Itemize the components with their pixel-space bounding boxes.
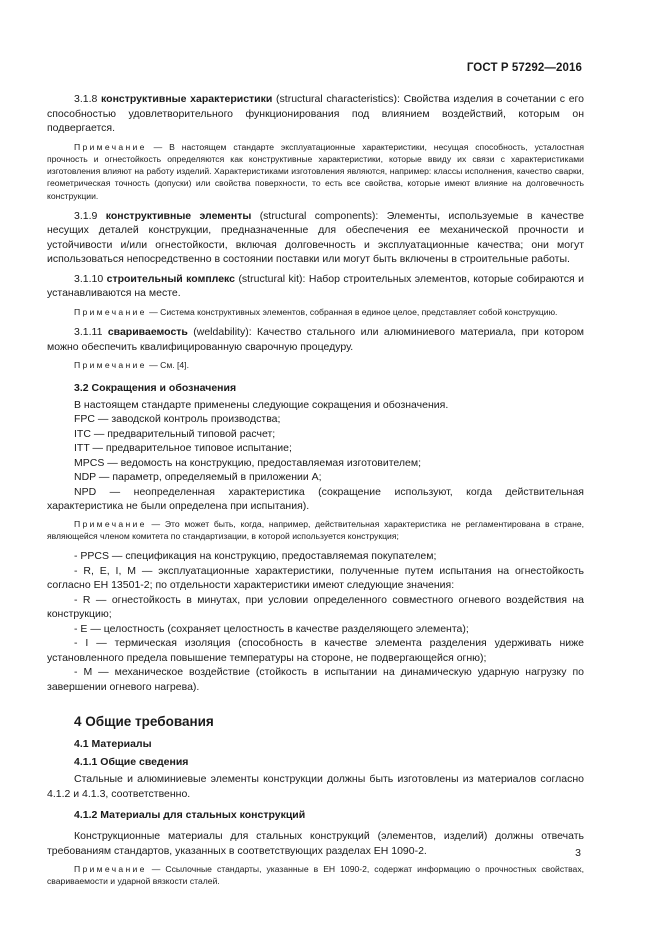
note-3-1-11 (47, 359, 584, 371)
note-3-1-10 (47, 306, 584, 318)
term-english: (weldability): (193, 326, 252, 339)
definition-text: Набор строительных элементов, которые собираются и устанавливаются на месте. (47, 272, 585, 300)
note-text: — Ссылочные стандарты, указанные в ЕН 1090-2, содержат информацию о прочностных свойствах, свариваемости и ударной вязкости сталей. (47, 864, 584, 887)
list-item: - I — термическая изоляция (способность в качестве элемента разделения удерживать ниже установленного предела повышение температуры на стороне, не подвергающейся огню); (47, 637, 584, 664)
note-text: — Система конструктивных элементов, собранная в единое целое, представляет собой конструкцию. (149, 306, 558, 317)
clause-number: 3.1.10 (74, 272, 104, 285)
list-item: - M — механическое воздействие (стойкость в испытании на динамическую ударную нагрузку по завершении огневого нагрева). (47, 666, 584, 693)
definition-text: Элементы, используемые в качестве несущих деталей конструкции, предназначенные для обеспечения ее механической прочности и устойчивости и/или огнестойкости, включая долговечность и эксплуатационные качества; они могут использоваться непосредственно в состоянии поставки или могут быть включены в строительные работы. (47, 209, 585, 266)
list-item: - R, E, I, M — эксплуатационные характеристики, полученные путем испытания на огнестойкость согласно ЕН 13501-2; по отдельности характеристики имеют следующие значения: (47, 564, 584, 592)
note-4-1-2 (47, 863, 584, 888)
section-3-2-heading: 3.2 Сокращения и обозначения (74, 381, 237, 394)
standard-header: ГОСТ Р 57292—2016 (466, 62, 582, 74)
abbreviation-item: FPC — заводской контроль производства; (74, 413, 281, 426)
list-item: - E — целостность (сохраняет целостность в качестве разделяющего элемента); (74, 622, 469, 635)
note-label: Примечание (74, 864, 147, 875)
clause-number: 3.1.11 (74, 326, 103, 339)
abbreviation-item: NPD — неопределенная характеристика (сокращение используют, когда действительная характеристика не были определена при испытания). (47, 485, 584, 513)
note-label: Примечание (74, 360, 147, 371)
note-label: Примечание (74, 141, 147, 152)
definition-3-1-9 (47, 209, 584, 267)
definition-text: Качество стального или алюминиевого материала, при котором можно обеспечить квалифицированную сварочную процедуру. (47, 326, 585, 353)
definition-3-1-8 (47, 92, 584, 136)
abbreviation-item: NDP — параметр, определяемый в приложении А; (74, 471, 322, 484)
page-content (47, 92, 584, 895)
term-english: (structural components): (259, 209, 379, 222)
paragraph-4-1-2: Конструкционные материалы для стальных конструкций (элементов, изделий) должны отвечать требованиям стандартов, указанных в соответствующих разделах ЕН 1090-2. (47, 830, 584, 857)
term: свариваемость (107, 326, 188, 339)
section-4-1-2-heading: 4.1.2 Материалы для стальных конструкций (74, 809, 306, 822)
abbreviations-intro: В настоящем стандарте применены следующие сокращения и обозначения. (74, 398, 449, 411)
abbreviation-item: ITT — предварительное типовое испытание; (74, 442, 292, 455)
definition-text: Свойства изделия в сочетании с его способностью удовлетворительного функционирования под влиянием воздействий, которым он подвергается. (47, 93, 584, 134)
note-text: — См. [4]. (149, 360, 189, 371)
page-number: 3 (575, 847, 581, 859)
section-4-1-1-heading: 4.1.1 Общие сведения (74, 756, 189, 769)
term: конструктивные характеристики (101, 93, 273, 105)
note-3-1-8 (47, 141, 584, 202)
list-item: - R — огнестойкость в минутах, при условии определенного совместного огневого воздействия на конструкцию; (47, 593, 584, 621)
clause-number: 3.1.8 (74, 93, 98, 105)
term-english: (structural kit): (238, 272, 306, 285)
abbreviation-item: MPCS — ведомость на конструкцию, предоставляемая изготовителем; (74, 456, 422, 469)
note-label: Примечание (74, 518, 147, 529)
paragraph-4-1-1: Стальные и алюминиевые элементы конструкции должны быть изготовлены из материалов согласно 4.1.2 и 4.1.3, соответственно. (47, 773, 584, 800)
section-4-1-heading: 4.1 Материалы (74, 738, 152, 751)
term: строительный комплекс (106, 272, 236, 285)
definition-3-1-11 (47, 325, 584, 354)
note-text: — Это может быть, когда, например, действительная характеристика не регламентирована в стране, являющейся членом комитета по стандартизации, в которой используется конструкция; (47, 518, 585, 541)
clause-number: 3.1.9 (74, 209, 98, 222)
list-item: - PPCS — спецификация на конструкцию, предоставляемая покупателем; (74, 550, 437, 563)
note-3-2 (47, 518, 584, 543)
term: конструктивные элементы (105, 209, 252, 222)
term-english: (structural characteristics): (276, 93, 400, 105)
note-text: — В настоящем стандарте эксплуатационные характеристики, несущая способность, усталостная прочность и огнестойкость определяются как конструктивные характеристики, которые ввиду их связи с характеристиками изготовления влияют на работу изделий. Характеристиками изготовления являются, например: классы исполнения, качество сварки, геометрическая точность (допуски) или свойства поверхности, то есть все свойства, которые имеют влияние на долговечность конструкции. (47, 141, 584, 201)
definition-3-1-10 (47, 272, 584, 301)
abbreviation-item: ITC — предварительный типовой расчет; (74, 427, 276, 440)
note-label: Примечание (74, 306, 147, 317)
section-4-heading: 4 Общие требования (74, 714, 214, 730)
